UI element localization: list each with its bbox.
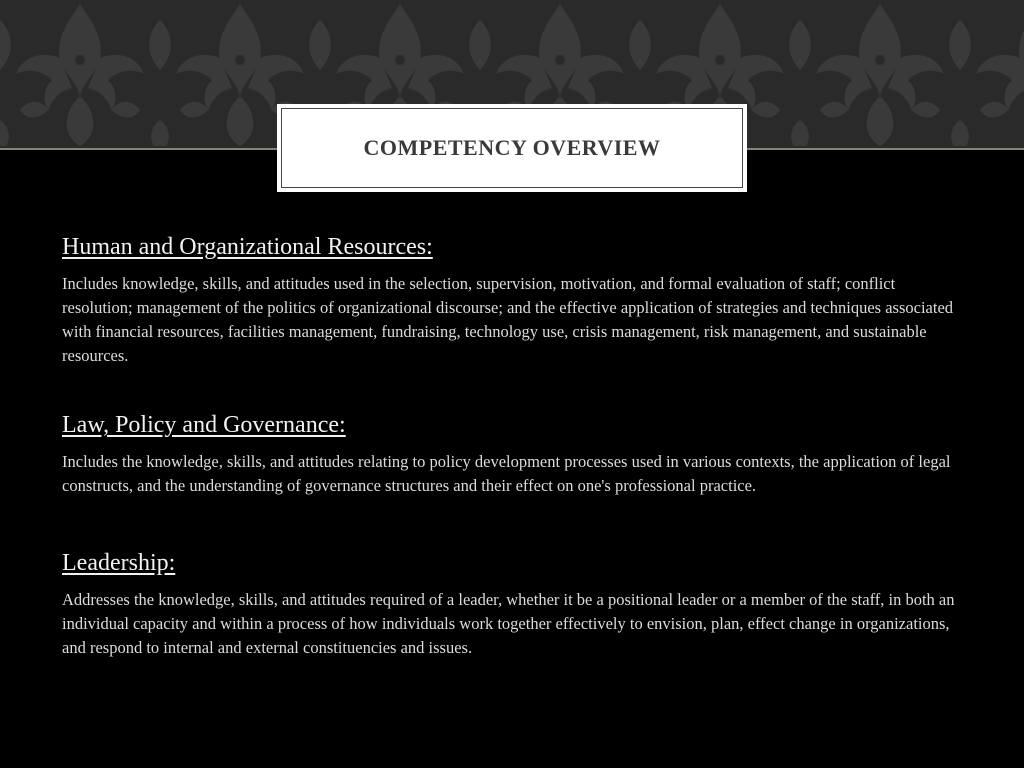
section-heading: Leadership: (62, 550, 176, 576)
section-body: Includes knowledge, skills, and attitudes used in the selection, supervision, motivation, and formal evaluation of staff; conflict resolution; management of the politics of organizational discourse; and the effective application of strategies and techniques associated with financial resources, facilities management, fundraising, technology use, crisis management, risk management, and sustainable resources. (62, 274, 954, 365)
title-box-inner-border (281, 108, 743, 188)
section-law-policy-governance (62, 410, 967, 498)
section-heading: Law, Policy and Governance: (62, 412, 346, 438)
section-leadership (62, 548, 967, 660)
section-body: Includes the knowledge, skills, and attitudes relating to policy development processes used in various contexts, the application of legal constructs, and the understanding of governance structures and their effect on one's professional practice. (62, 452, 951, 495)
section-human-organizational-resources (62, 232, 967, 368)
slide-content (62, 232, 967, 660)
section-body: Addresses the knowledge, skills, and attitudes required of a leader, whether it be a positional leader or a member of the staff, in both an individual capacity and within a process of how individuals work together effectively to envision, plan, effect change in organizations, and respond to internal and external constituencies and issues. (62, 590, 955, 657)
section-heading: Human and Organizational Resources: (62, 234, 433, 260)
title-box (277, 104, 747, 192)
slide-title: COMPETENCY OVERVIEW (363, 135, 661, 160)
